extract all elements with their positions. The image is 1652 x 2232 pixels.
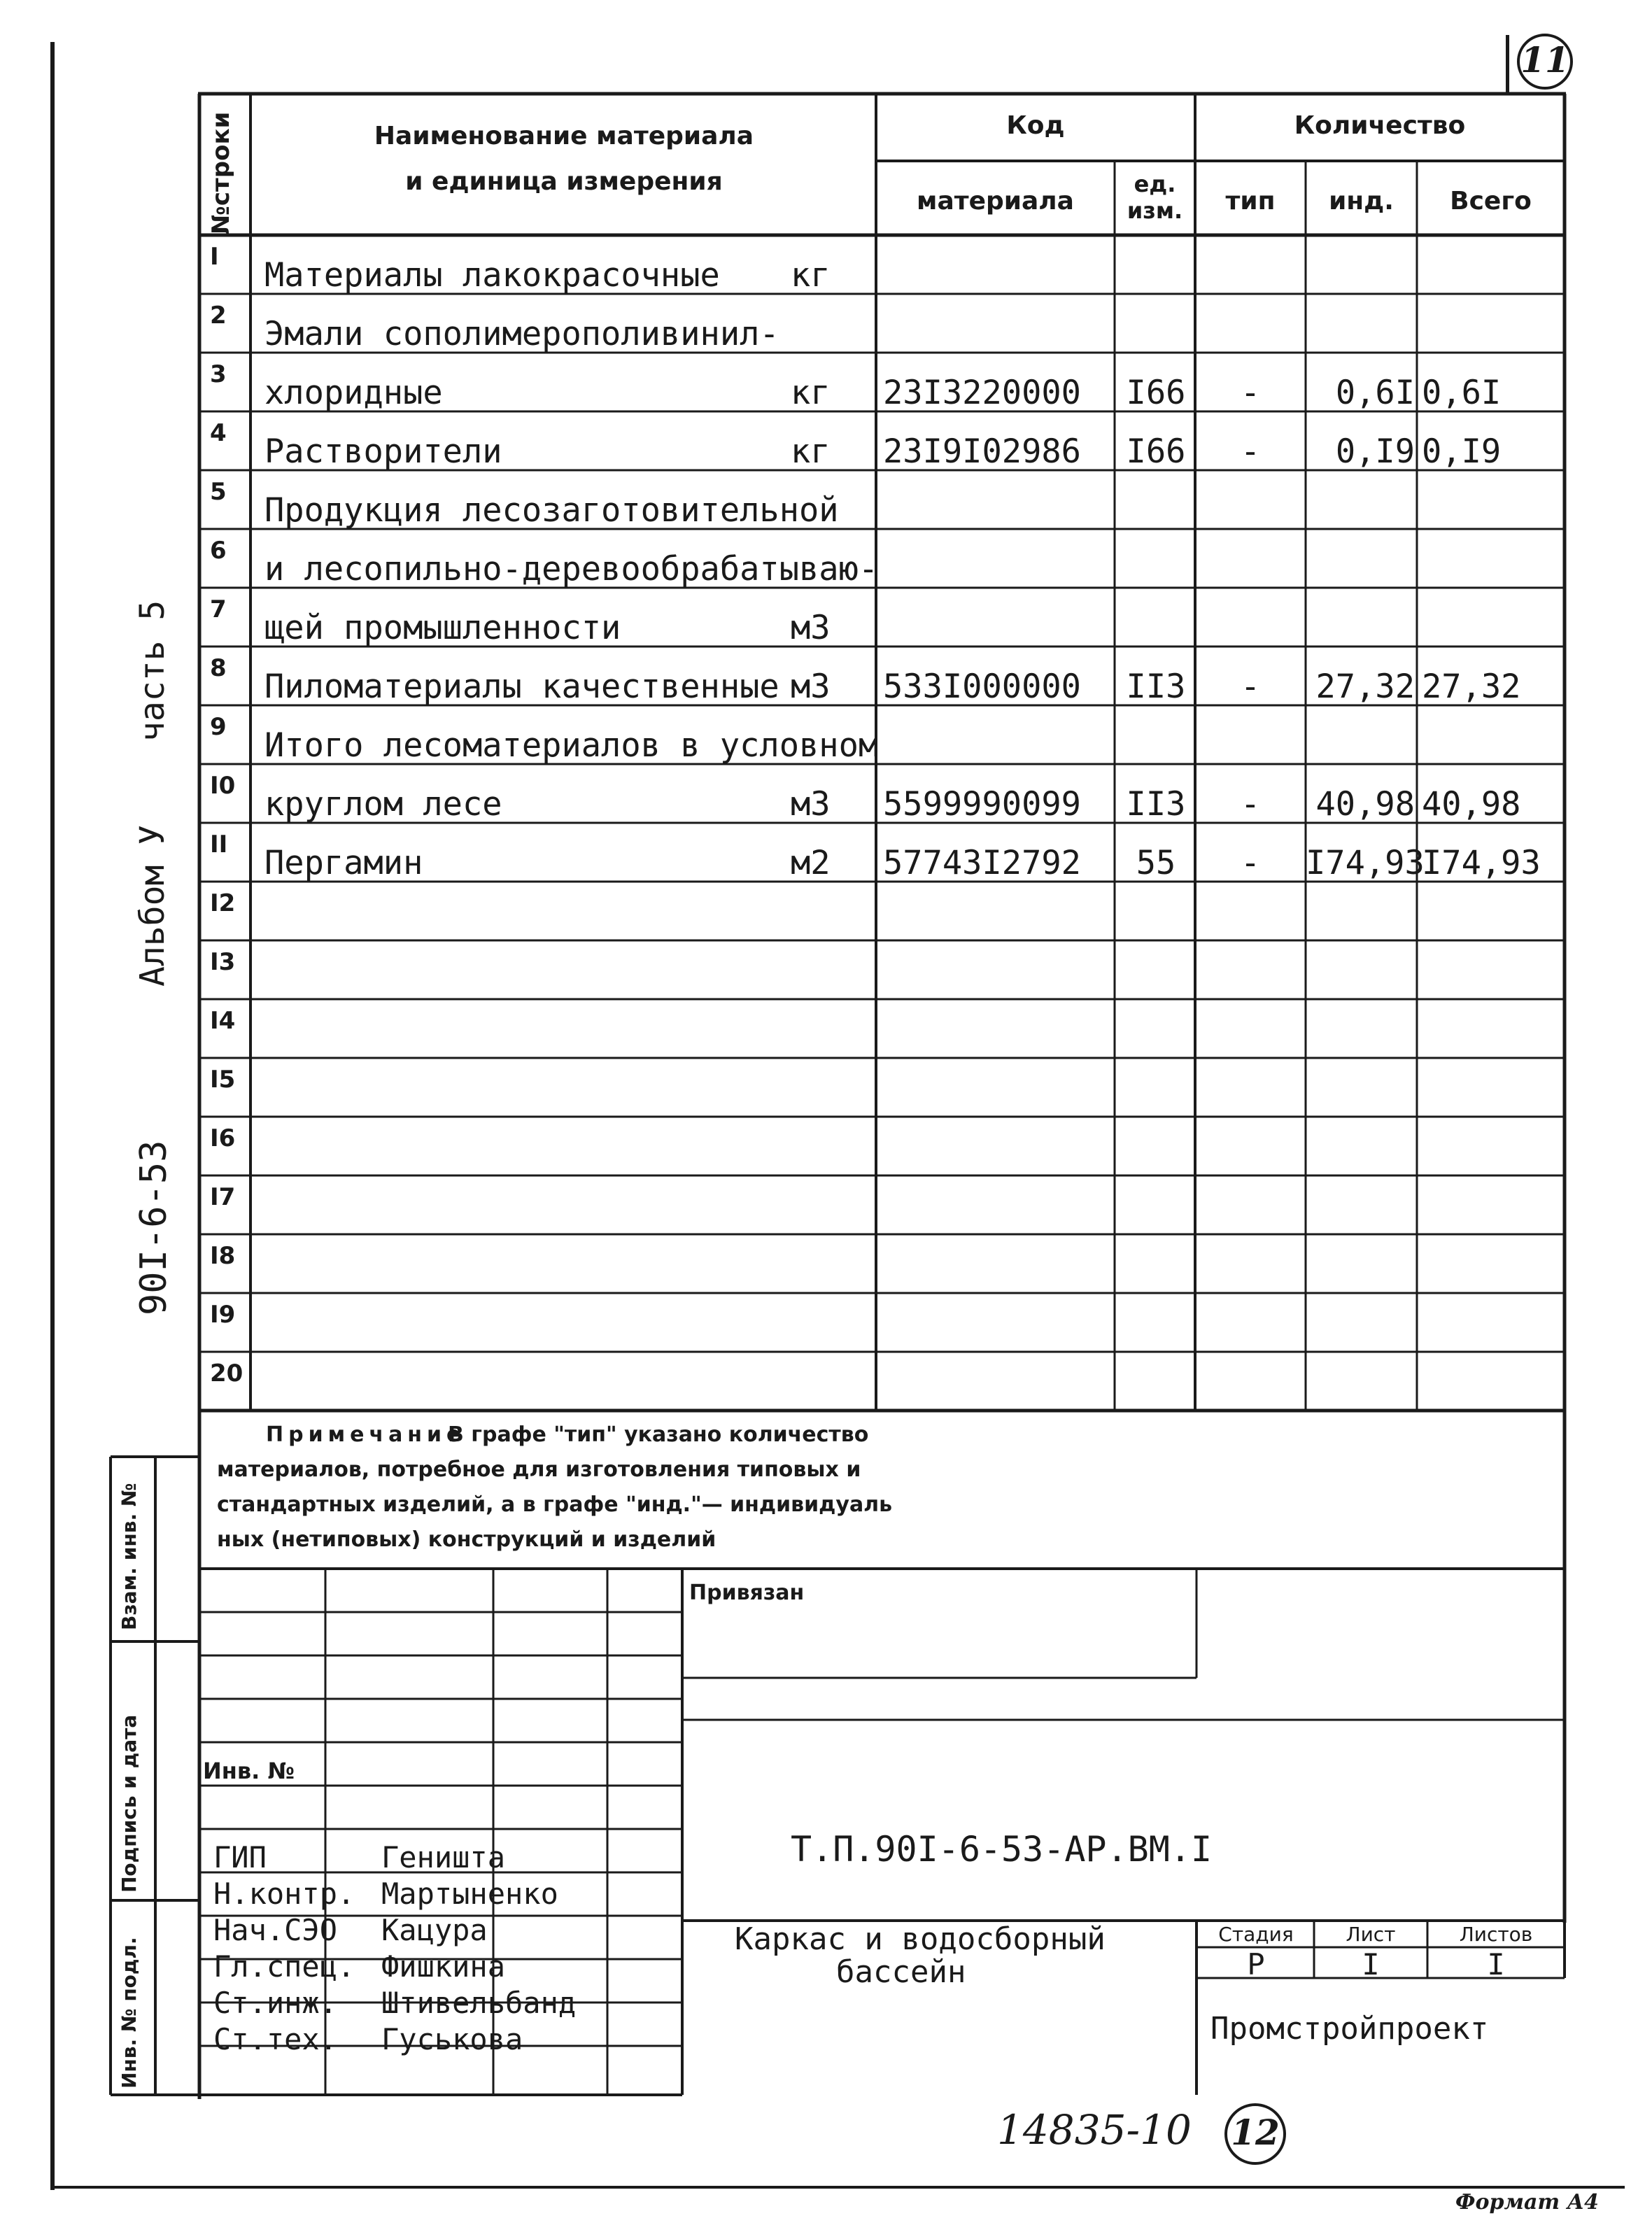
note-line2: материалов, потребное для изготовления типовых и	[217, 1457, 861, 1482]
side-series-label: 90I-6-53	[133, 1140, 175, 1315]
cell-total: 27,32	[1422, 668, 1521, 706]
header-tip: тип	[1225, 187, 1276, 216]
cell-num: I3	[210, 948, 236, 976]
title-line1: Каркас и водосборный	[735, 1921, 1106, 1957]
inv-no-label: Инв. №	[203, 1758, 295, 1784]
side-part-label: часть 5	[133, 600, 172, 742]
signature-role: Ст.инж.	[213, 1986, 338, 2020]
stadiya-label: Стадия	[1218, 1923, 1294, 1946]
cell-num: 20	[210, 1359, 243, 1387]
header-material: материала	[917, 187, 1074, 216]
signature-name: Фишкина	[381, 1949, 506, 1984]
cell-total: 40,98	[1422, 785, 1521, 824]
cell-unit: кг	[791, 432, 831, 471]
listov-label: Листов	[1459, 1923, 1533, 1946]
cell-num: 5	[210, 478, 227, 506]
cell-unit: м3	[791, 609, 831, 647]
cell-num: 4	[210, 419, 227, 447]
cell-code: 533I000000	[883, 668, 1081, 706]
cell-ed: 55	[1136, 844, 1176, 882]
signature-name: Гуськова	[381, 2022, 523, 2056]
signature-role: Нач.СЭО	[213, 1913, 338, 1947]
side-inv-podl: Инв. № подл.	[118, 1937, 141, 2089]
cell-num: 9	[210, 713, 227, 741]
signature-role: Ст.тех.	[213, 2022, 338, 2056]
header-row-num: №строки	[207, 111, 235, 234]
side-vzam-inv: Взам. инв. №	[118, 1483, 141, 1630]
signature-role: Гл.спец.	[213, 1949, 355, 1984]
header-ed: ед.	[1134, 171, 1176, 197]
cell-ind: 0,6I	[1335, 374, 1415, 412]
cell-ed: I66	[1126, 374, 1186, 412]
cell-name: хлоридные	[264, 374, 443, 412]
cell-num: 2	[210, 302, 227, 330]
note-title: Примечание	[266, 1422, 466, 1447]
cell-num: I2	[210, 889, 236, 917]
cell-num: I9	[210, 1301, 236, 1329]
signature-name: Штивельбанд	[381, 1986, 577, 2020]
cell-name: Пиломатериалы качественные	[264, 668, 779, 706]
signature-name: Кацура	[381, 1913, 488, 1947]
cell-ind: I74,93	[1306, 844, 1425, 882]
cell-code: 5599990099	[883, 785, 1081, 824]
listov-value: I	[1487, 1947, 1505, 1982]
cell-name: и лесопильно-деревообрабатываю-	[264, 550, 879, 588]
document-code: Т.П.90I-6-53-АР.ВМ.I	[791, 1829, 1213, 1870]
cell-tip: -	[1240, 432, 1261, 471]
cell-name: Материалы лакокрасочные	[264, 256, 720, 295]
cell-total: I74,93	[1422, 844, 1541, 882]
signature-role: Н.контр.	[213, 1877, 355, 1911]
signature-role: ГИП	[213, 1840, 267, 1874]
header-name-line2: и единица измерения	[405, 167, 723, 196]
cell-unit: кг	[791, 256, 831, 295]
cell-ed: II3	[1126, 668, 1186, 706]
header-ind: инд.	[1329, 187, 1394, 216]
organization: Промстройпроект	[1210, 2011, 1489, 2047]
cell-name: Итого лесоматериалов в условном	[264, 726, 879, 765]
header-kod: Код	[1006, 111, 1065, 140]
cell-num: 6	[210, 537, 227, 565]
header-kolichestvo: Количество	[1294, 111, 1466, 140]
list-label: Лист	[1346, 1923, 1396, 1946]
cell-name: Продукция лесозаготовительной	[264, 491, 839, 530]
cell-total: 0,I9	[1422, 432, 1502, 471]
cell-tip: -	[1240, 844, 1261, 882]
cell-tip: -	[1240, 785, 1261, 824]
side-album-label: Альбом У	[133, 824, 172, 987]
stamp-number: 14835-10	[997, 2106, 1192, 2154]
cell-name: Растворители	[264, 432, 502, 471]
header-izm: изм.	[1127, 197, 1183, 224]
cell-num: 3	[210, 360, 227, 388]
cell-name: Пергамин	[264, 844, 423, 882]
side-podpis-data: Подпись и дата	[118, 1714, 141, 1893]
cell-num: II	[210, 831, 228, 859]
corner-page-number: 11	[1520, 39, 1569, 80]
cell-name: круглом лесе	[264, 785, 502, 824]
cell-num: 8	[210, 654, 227, 682]
cell-num: I4	[210, 1007, 236, 1035]
cell-code: 23I3220000	[883, 374, 1081, 412]
cell-total: 0,6I	[1422, 374, 1502, 412]
cell-num: I6	[210, 1124, 236, 1152]
cell-name: Эмали сополимерополивинил-	[264, 315, 779, 353]
cell-num: I	[210, 243, 219, 271]
format-label: Формат А4	[1455, 2190, 1599, 2215]
privyazan-label: Привязан	[689, 1581, 805, 1605]
cell-unit: м3	[791, 668, 831, 706]
page-circle-number: 12	[1231, 2112, 1280, 2153]
cell-ed: I66	[1126, 432, 1186, 471]
cell-code: 23I9I02986	[883, 432, 1081, 471]
cell-num: I7	[210, 1183, 236, 1211]
cell-ind: 27,32	[1315, 668, 1415, 706]
cell-unit: м2	[791, 844, 831, 882]
cell-unit: кг	[791, 374, 831, 412]
cell-ind: 0,I9	[1335, 432, 1415, 471]
signature-name: Геништа	[381, 1840, 506, 1874]
cell-num: I0	[210, 772, 236, 800]
header-vsego: Всего	[1450, 187, 1532, 216]
title-line2: бассейн	[836, 1954, 966, 1990]
list-value: I	[1362, 1947, 1380, 1982]
cell-num: 7	[210, 595, 227, 623]
signature-name: Мартыненко	[381, 1877, 558, 1911]
cell-unit: м3	[791, 785, 831, 824]
cell-num: I5	[210, 1066, 236, 1094]
cell-tip: -	[1240, 668, 1261, 706]
note-line4: ных (нетиповых) конструкций и изделий	[217, 1527, 716, 1552]
note-line3: стандартных изделий, а в графе "инд."— индивидуаль	[217, 1492, 893, 1517]
stadiya-value: Р	[1247, 1947, 1265, 1982]
cell-ind: 40,98	[1315, 785, 1415, 824]
cell-code: 57743I2792	[883, 844, 1081, 882]
cell-num: I8	[210, 1242, 236, 1270]
header-name-line1: Наименование материала	[374, 122, 754, 150]
note-line1: В графе "тип" указано количество	[448, 1422, 869, 1447]
cell-name: щей промышленности	[264, 609, 621, 647]
cell-ed: II3	[1126, 785, 1186, 824]
cell-tip: -	[1240, 374, 1261, 412]
